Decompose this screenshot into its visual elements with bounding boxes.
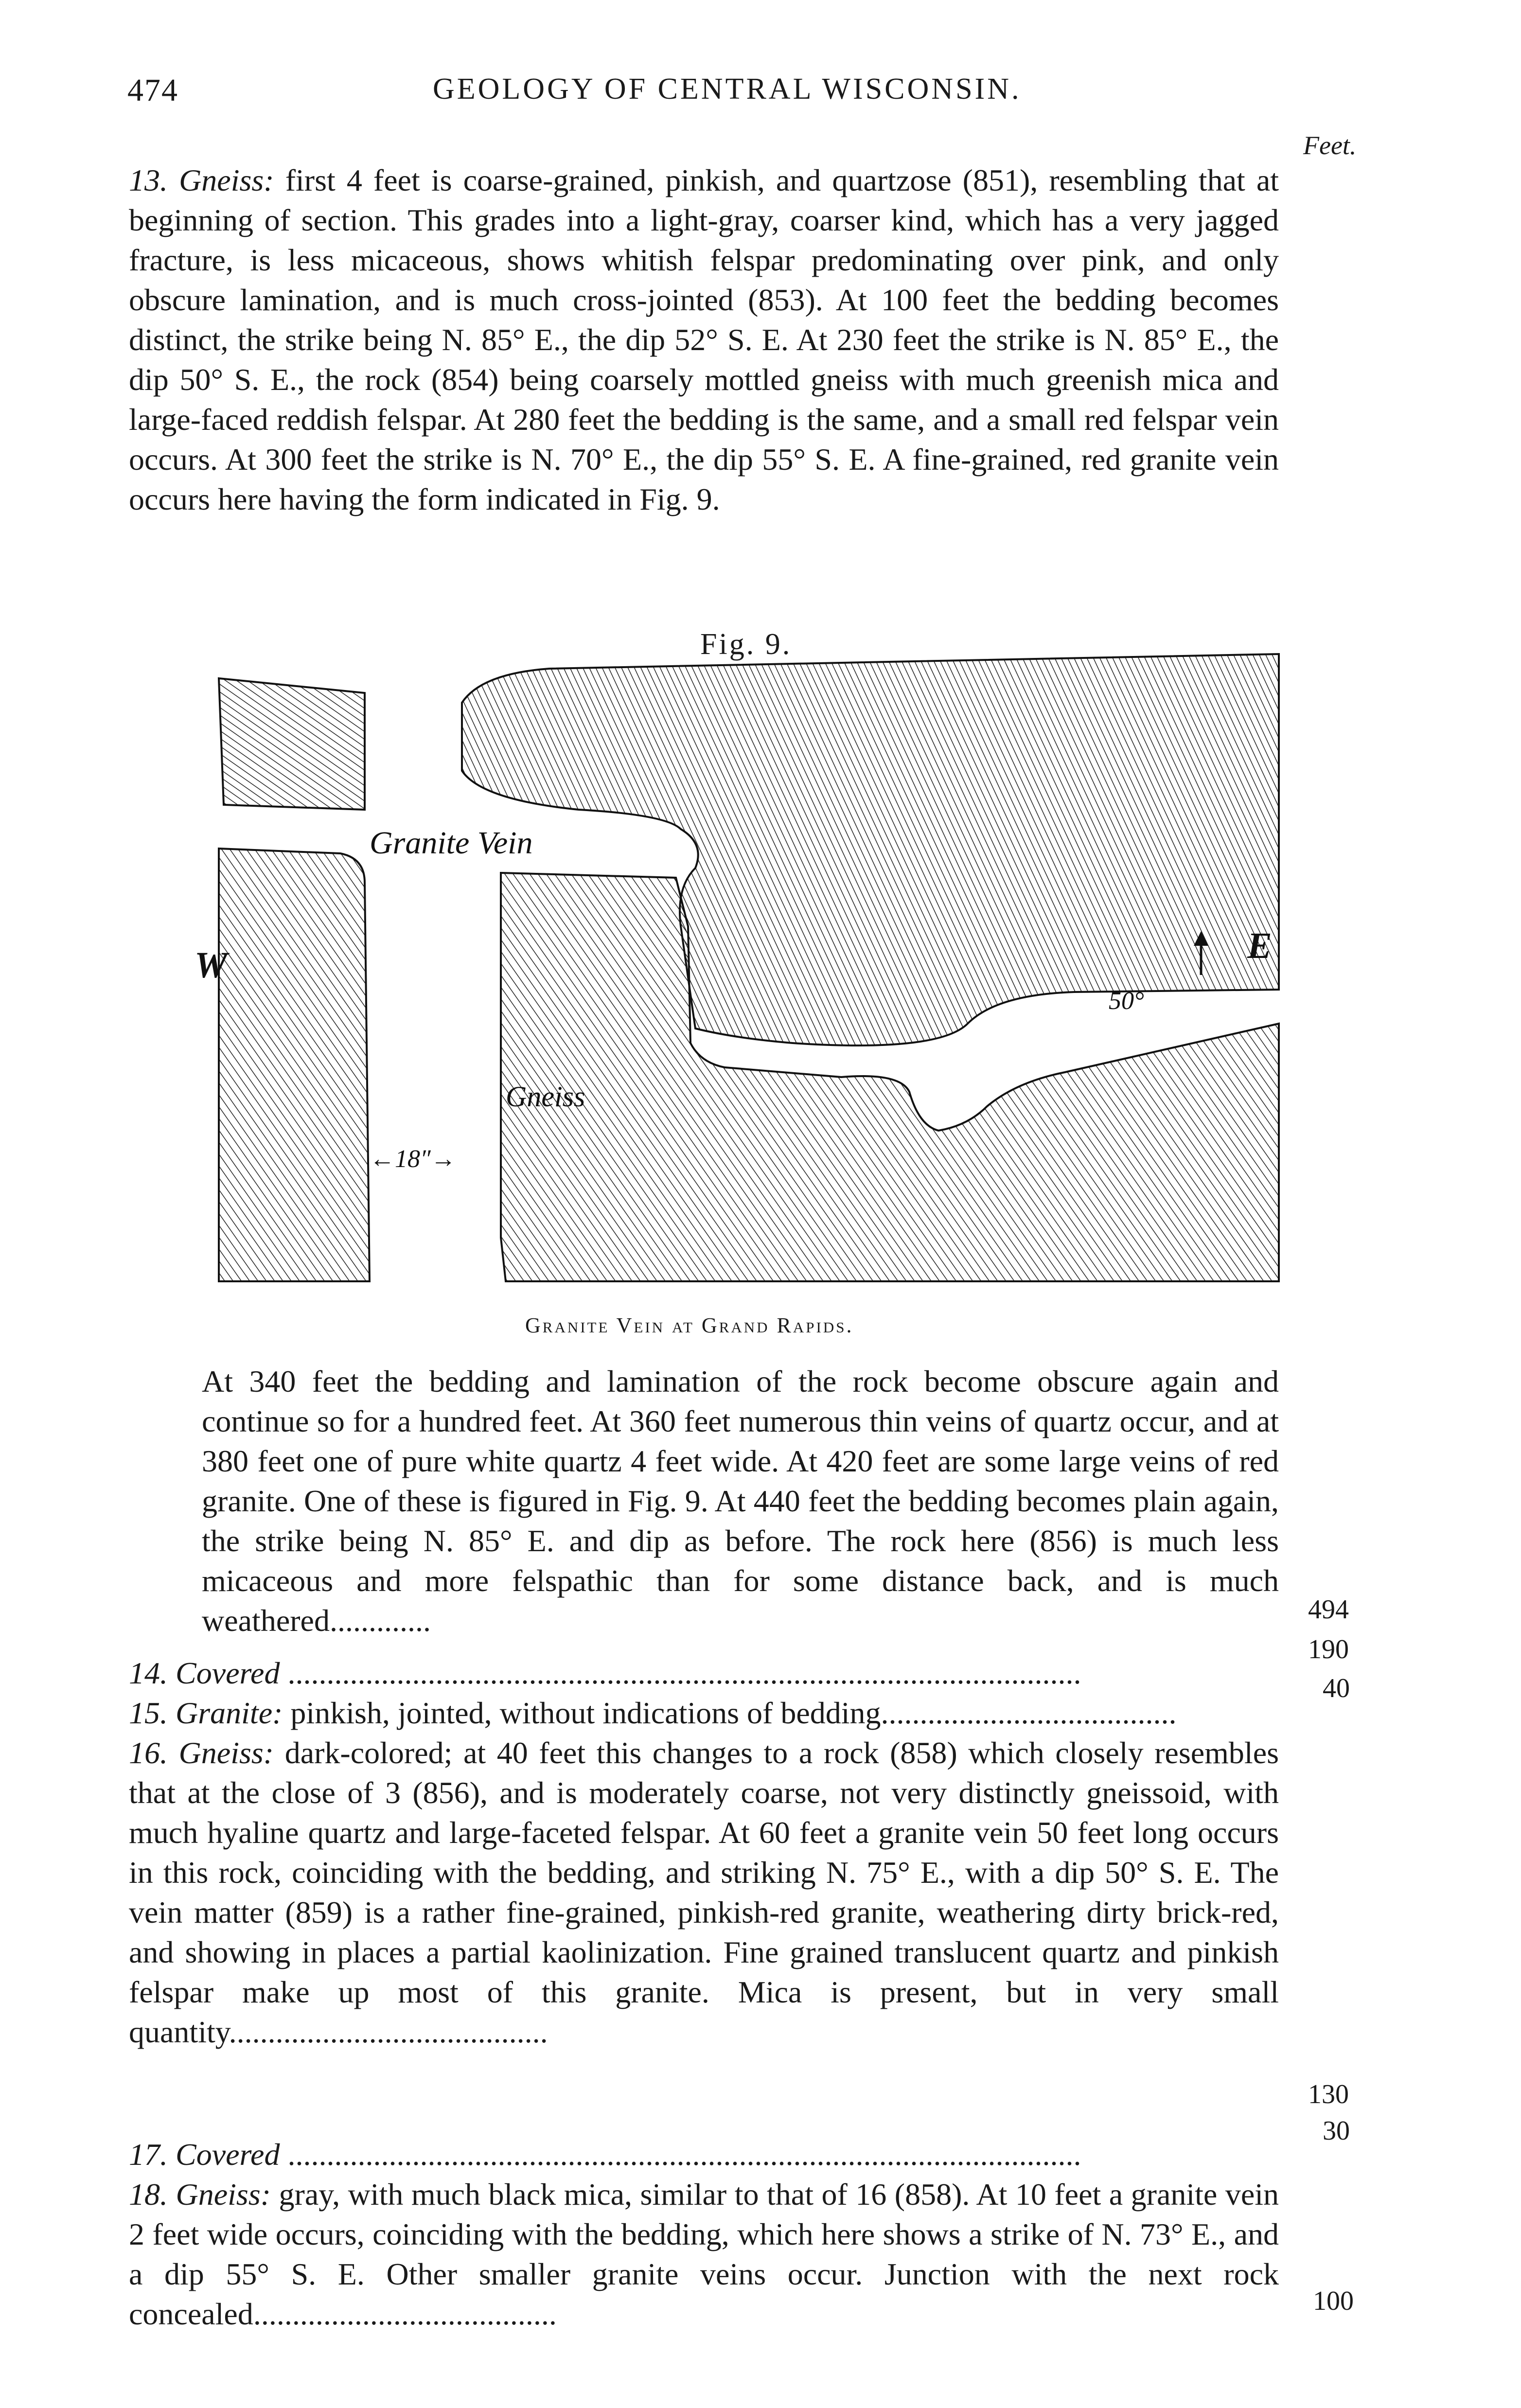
- figure-label: Fig. 9.: [700, 628, 792, 661]
- granite-vein-label: Granite Vein: [370, 825, 533, 861]
- east-label: E: [1247, 925, 1272, 966]
- gneiss-block-lower-left: [219, 849, 370, 1281]
- feet-190: 190: [1308, 1634, 1349, 1664]
- entry-text: pinkish, jointed, without indications of bedding: [290, 1696, 881, 1730]
- entry-18: [129, 2175, 1279, 2334]
- feet-40: 40: [1323, 1673, 1350, 1703]
- entry-term: Covered: [176, 1656, 280, 1690]
- feet-494: 494: [1308, 1594, 1349, 1625]
- entry-term: Granite:: [176, 1696, 283, 1730]
- west-label: W: [195, 945, 228, 986]
- leader-dots: ......................................................................................................: [287, 1656, 1081, 1690]
- feet-column-label: Feet.: [1303, 131, 1357, 160]
- entry-term: Gneiss:: [179, 163, 274, 197]
- leader-dots: ......................................................................................................: [287, 2137, 1081, 2172]
- entry-number: 13.: [129, 163, 168, 197]
- entry-13-continuation: [202, 1362, 1279, 1641]
- entry-number: 15.: [129, 1696, 168, 1730]
- entry-13: [129, 160, 1279, 519]
- running-title: GEOLOGY OF CENTRAL WISCONSIN.: [433, 72, 1022, 106]
- entry-14: [129, 1653, 1279, 1693]
- continuation-text: At 340 feet the bedding and lamination of the rock become obscure again and continue so for a hundred feet. At 360 feet numerous thin veins of quartz occur, and at 380 feet one of pure white quartz 4 feet wide. At 420 feet are some large veins of red granite. One of these is figured in Fig. 9. At 440 feet the bedding becomes plain again, the strike being N. 85° E. and dip as before. The rock here (856) is much less micaceous and more felspathic than for some distance back, and is much weathered: [202, 1364, 1279, 1638]
- page-number: 474: [127, 72, 178, 108]
- leader-dots: .............: [329, 1603, 431, 1638]
- dip-label: 50°: [1109, 987, 1144, 1015]
- entry-number: 16.: [129, 1735, 168, 1770]
- entry-16: [129, 1733, 1279, 2052]
- leader-dots: .........................................: [229, 2015, 548, 2049]
- entry-term: Covered: [176, 2137, 280, 2172]
- figure-caption: Granite Vein at Grand Rapids.: [525, 1313, 854, 1337]
- feet-100: 100: [1313, 2286, 1354, 2316]
- entry-term: Gneiss:: [176, 2177, 271, 2212]
- leader-dots: ......................................: [881, 1696, 1177, 1730]
- vein-width-label: ←18″→: [370, 1145, 456, 1173]
- entry-number: 14.: [129, 1656, 168, 1690]
- entry-text: dark-colored; at 40 feet this changes to a rock (858) which closely resembles that at the close of 3 (856), and is moderately coarse, not very distinctly gneissoid, with much hyaline quartz and large-faceted felspar. At 60 feet a granite vein 50 feet long occurs in this rock, coinciding with the bedding, and striking N. 75° E., with a dip 50° S. E. The vein matter (859) is a rather fine-grained, pinkish-red granite, weathering dirty brick-red, and showing in places a partial kaolinization. Fine grained translucent quartz and pinkish felspar make up most of this granite. Mica is present, but in very small quantity: [129, 1735, 1279, 2049]
- gneiss-block-upper-left: [219, 678, 365, 810]
- entry-number: 17.: [129, 2137, 168, 2172]
- feet-130: 130: [1308, 2079, 1349, 2109]
- entry-term: Gneiss:: [178, 1735, 274, 1770]
- granite-vein-figure: [195, 654, 1281, 1281]
- entry-text: gray, with much black mica, similar to that of 16 (858). At 10 feet a granite vein 2 feet wide occurs, coinciding with the bedding, which here shows a strike of N. 73° E., and a dip 55° S. E. Other smaller granite veins occur. Junction with the next rock concealed: [129, 2177, 1279, 2331]
- gneiss-label: Gneiss: [506, 1080, 585, 1113]
- entry-number: 18.: [129, 2177, 168, 2212]
- feet-30: 30: [1323, 2116, 1350, 2146]
- entry-17: [129, 2135, 1279, 2175]
- entry-text: first 4 feet is coarse-grained, pinkish, and quartzose (851), resembling that at beginning of section. This grades into a light-gray, coarser kind, which has a very jagged fracture, is less micaceous, shows whitish felspar predominating over pink, and only obscure lamination, and is much cross-jointed (853). At 100 feet the bedding becomes distinct, the strike being N. 85° E., the dip 52° S. E. At 230 feet the strike is N. 85° E., the dip 50° S. E., the rock (854) being coarsely mottled gneiss with much greenish mica and large-faced reddish felspar. At 280 feet the bedding is the same, and a small red felspar vein occurs. At 300 feet the strike is N. 70° E., the dip 55° S. E. A fine-grained, red granite vein occurs here having the form indicated in Fig. 9.: [129, 163, 1279, 516]
- leader-dots: .......................................: [253, 2297, 557, 2331]
- entry-15: [129, 1693, 1279, 1733]
